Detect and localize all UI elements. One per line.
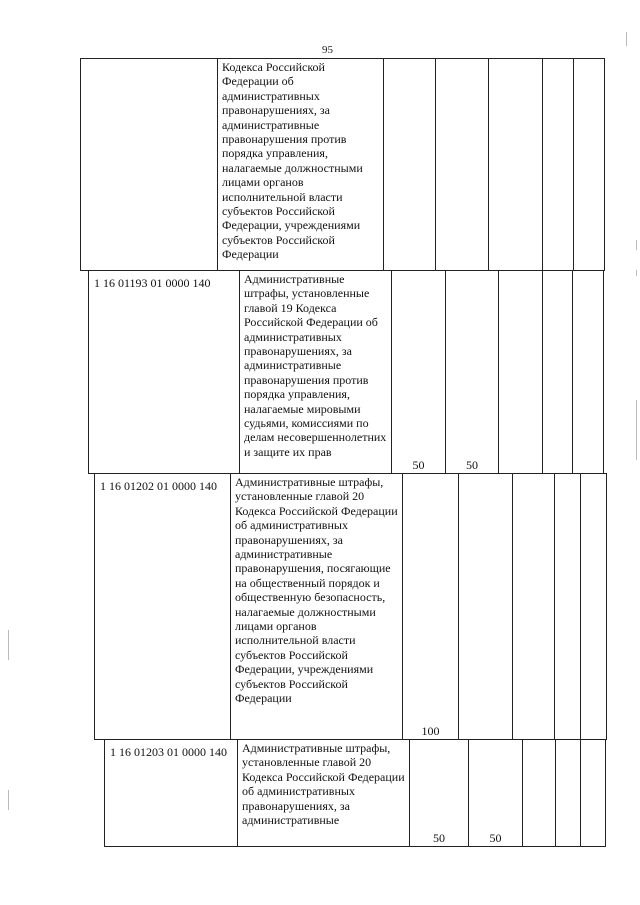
row-value-3 bbox=[499, 271, 543, 474]
scan-mark bbox=[8, 790, 9, 810]
row-value-4 bbox=[543, 271, 573, 474]
row-code: 1 16 01202 01 0000 140 bbox=[95, 474, 231, 740]
table-row bbox=[95, 474, 607, 740]
table-segment-1 bbox=[80, 58, 605, 271]
row-value-3 bbox=[513, 474, 555, 740]
row-value-5 bbox=[573, 271, 604, 474]
row-description: Кодекса Российской Федерации об административных правонарушениях, за административные правонарушения против порядка управления, налагаемые должностными лицами органов исполнительной власти субъектов Российской Федерации, учреждениями субъектов Российской Федерации bbox=[218, 59, 384, 271]
table-row bbox=[105, 740, 606, 847]
row-value-1: 100 bbox=[403, 474, 459, 740]
table-segment-2 bbox=[88, 270, 604, 474]
table-segment-4 bbox=[104, 739, 606, 847]
row-value-5 bbox=[581, 474, 607, 740]
row-value-5 bbox=[581, 740, 606, 847]
row-value-1: 50 bbox=[410, 740, 469, 847]
row-code bbox=[81, 59, 218, 271]
row-value-2 bbox=[459, 474, 513, 740]
row-value-4 bbox=[555, 474, 581, 740]
scan-mark bbox=[636, 270, 637, 276]
row-value-3 bbox=[489, 59, 543, 271]
row-description: Административные штрафы, установленные главой 19 Кодекса Российской Федерации об административных правонарушениях, за административные правонарушения против порядка управления, налагаемые мировыми судьями, комиссиями по делам несовершеннолетних и защите их прав bbox=[240, 271, 392, 474]
page-number: 95 bbox=[322, 44, 333, 56]
row-description: Административные штрафы, установленные главой 20 Кодекса Российской Федерации об административных правонарушениях, за административные правонарушения, посягающие на общественный порядок и общественную безопасность, налагаемые должностными лицами органов исполнительной власти субъектов Российской Федерации, учреждениями субъектов Российской Федерации bbox=[231, 474, 403, 740]
row-value-2 bbox=[436, 59, 489, 271]
row-value-4 bbox=[543, 59, 574, 271]
row-description: Административные штрафы, установленные главой 20 Кодекса Российской Федерации об административных правонарушениях, за административные bbox=[238, 740, 410, 847]
row-code: 1 16 01193 01 0000 140 bbox=[89, 271, 240, 474]
row-code: 1 16 01203 01 0000 140 bbox=[105, 740, 238, 847]
scan-mark bbox=[636, 240, 637, 250]
table-row bbox=[81, 59, 605, 271]
scan-mark bbox=[626, 32, 627, 46]
table-row bbox=[89, 271, 604, 474]
scan-mark bbox=[8, 630, 9, 660]
row-value-5 bbox=[574, 59, 605, 271]
row-value-2: 50 bbox=[446, 271, 499, 474]
row-value-1 bbox=[384, 59, 436, 271]
row-value-3 bbox=[523, 740, 556, 847]
scan-mark bbox=[636, 400, 637, 460]
table-segment-3 bbox=[94, 473, 607, 740]
row-value-4 bbox=[556, 740, 581, 847]
row-value-1: 50 bbox=[392, 271, 446, 474]
row-value-2: 50 bbox=[469, 740, 523, 847]
